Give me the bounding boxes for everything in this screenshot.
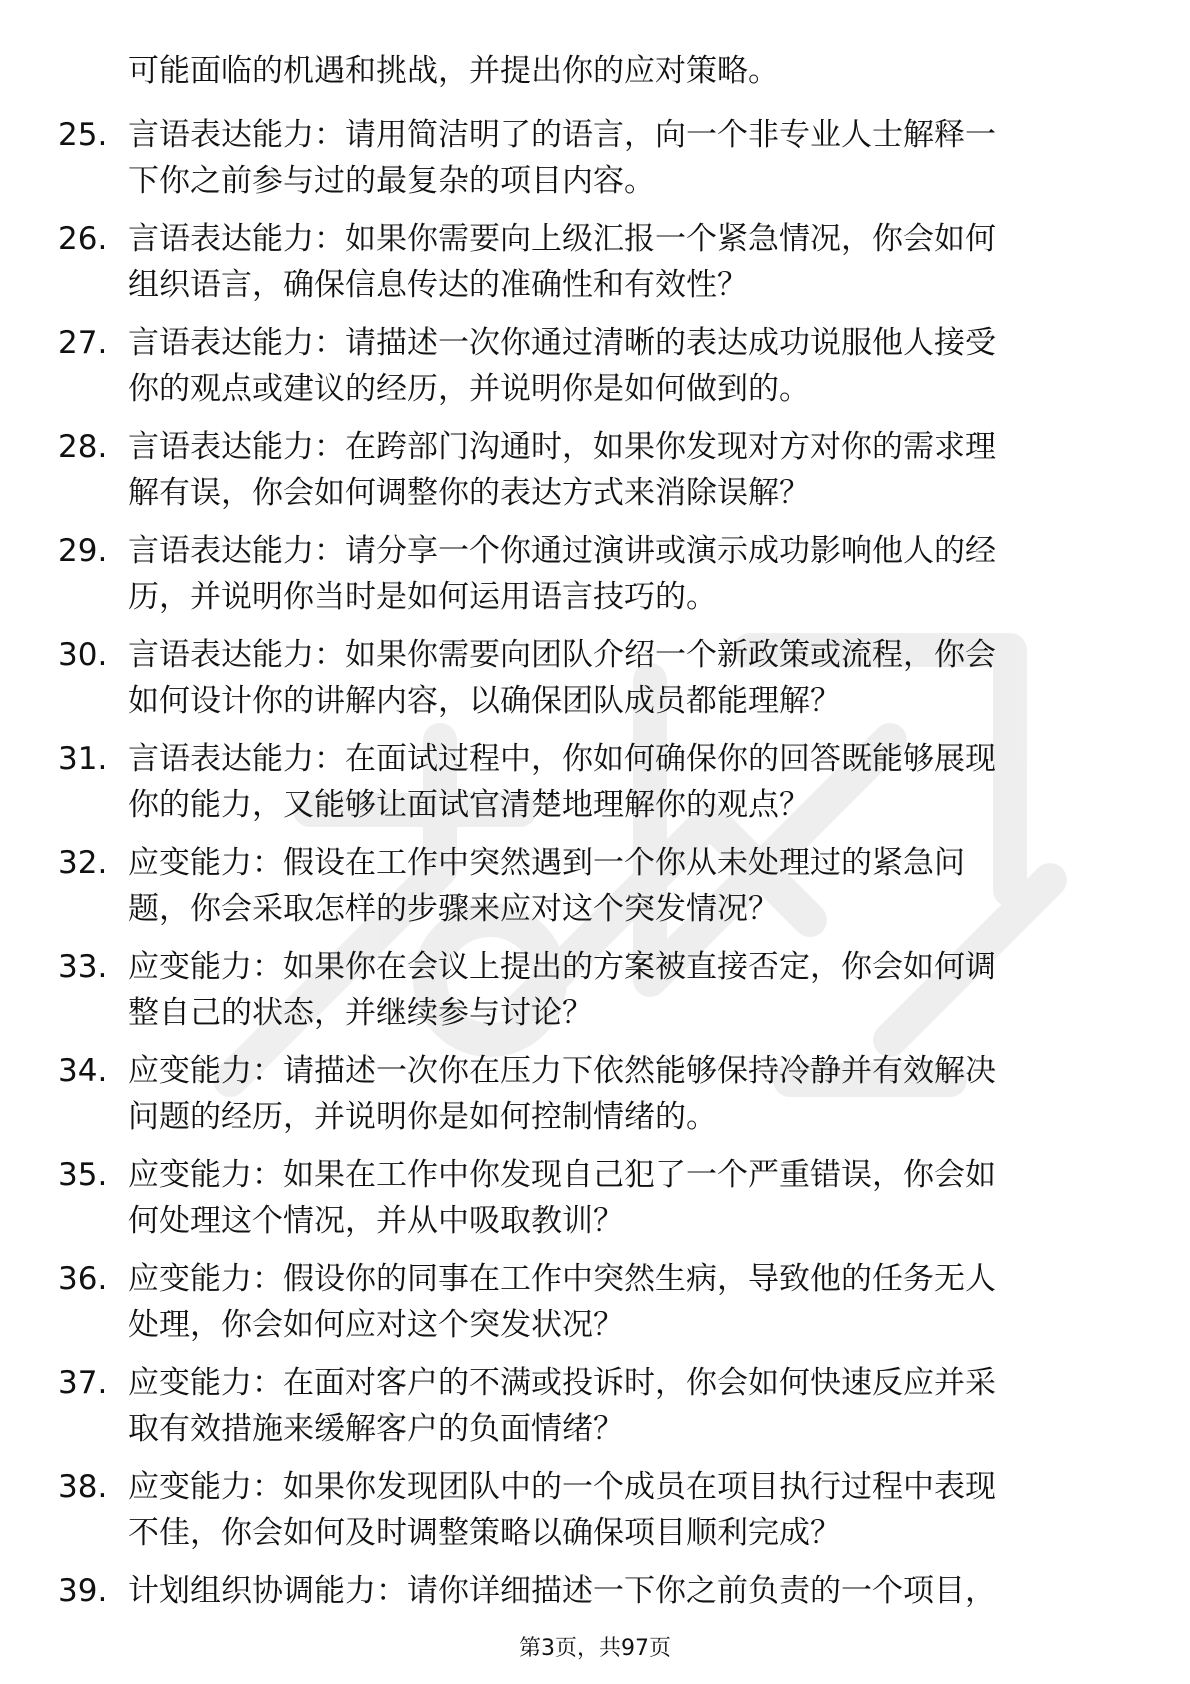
question-text — [128, 1464, 1138, 1556]
question-line: 何处理这个情况，并从中吸取教训？ — [128, 1203, 624, 1239]
question-item — [0, 1256, 1190, 1348]
question-text — [128, 1360, 1138, 1452]
question-line: 取有效措施来缓解客户的负面情绪？ — [128, 1411, 624, 1447]
question-number: 35. — [58, 1157, 108, 1193]
question-item — [0, 1360, 1190, 1452]
question-number: 30. — [58, 637, 108, 673]
question-text — [128, 1152, 1138, 1244]
question-text — [128, 1568, 1138, 1614]
question-line: 应变能力：请描述一次你在压力下依然能够保持冷静并有效解决 — [128, 1053, 996, 1089]
question-item — [0, 1152, 1190, 1244]
question-item — [0, 736, 1190, 828]
question-line: 处理，你会如何应对这个突发状况？ — [128, 1307, 624, 1343]
continuation-line: 可能面临的机遇和挑战，并提出你的应对策略。 — [128, 53, 779, 89]
question-line: 题，你会采取怎样的步骤来应对这个突发情况？ — [128, 891, 779, 927]
question-text — [128, 736, 1138, 828]
question-line: 如何设计你的讲解内容，以确保团队成员都能理解？ — [128, 683, 841, 719]
question-number: 31. — [58, 741, 108, 777]
question-item — [0, 632, 1190, 724]
question-line: 计划组织协调能力：请你详细描述一下你之前负责的一个项目， — [128, 1573, 996, 1609]
question-text — [128, 840, 1138, 932]
question-item — [0, 528, 1190, 620]
question-text — [128, 320, 1138, 412]
question-number: 28. — [58, 429, 108, 465]
question-line: 应变能力：如果你发现团队中的一个成员在项目执行过程中表现 — [128, 1469, 996, 1505]
question-item — [0, 112, 1190, 204]
question-number: 32. — [58, 845, 108, 881]
question-number: 26. — [58, 221, 108, 257]
question-line: 应变能力：如果你在会议上提出的方案被直接否定，你会如何调 — [128, 949, 996, 985]
question-number: 29. — [58, 533, 108, 569]
question-number: 39. — [58, 1573, 108, 1609]
question-line: 言语表达能力：在面试过程中，你如何确保你的回答既能够展现 — [128, 741, 996, 777]
question-line: 下你之前参与过的最复杂的项目内容。 — [128, 163, 655, 199]
question-line: 应变能力：如果在工作中你发现自己犯了一个严重错误，你会如 — [128, 1157, 996, 1193]
question-text — [128, 216, 1138, 308]
question-line: 不佳，你会如何及时调整策略以确保项目顺利完成？ — [128, 1515, 841, 1551]
question-text — [128, 944, 1138, 1036]
question-item — [0, 1464, 1190, 1556]
question-number: 25. — [58, 117, 108, 153]
page-footer: 第3页，共97页 — [519, 1636, 671, 1661]
question-list — [0, 112, 1190, 1672]
question-number: 34. — [58, 1053, 108, 1089]
question-number: 38. — [58, 1469, 108, 1505]
question-line: 言语表达能力：请描述一次你通过清晰的表达成功说服他人接受 — [128, 325, 996, 361]
question-line: 整自己的状态，并继续参与讨论？ — [128, 995, 593, 1031]
question-line: 解有误，你会如何调整你的表达方式来消除误解？ — [128, 475, 810, 511]
question-number: 36. — [58, 1261, 108, 1297]
question-line: 应变能力：假设在工作中突然遇到一个你从未处理过的紧急问 — [128, 845, 965, 881]
question-text — [128, 424, 1138, 516]
question-item — [0, 944, 1190, 1036]
question-text — [128, 528, 1138, 620]
question-text — [128, 632, 1138, 724]
question-text — [128, 1256, 1138, 1348]
question-number: 27. — [58, 325, 108, 361]
question-number: 37. — [58, 1365, 108, 1401]
question-line: 应变能力：在面对客户的不满或投诉时，你会如何快速反应并采 — [128, 1365, 996, 1401]
question-item — [0, 1048, 1190, 1140]
question-line: 言语表达能力：在跨部门沟通时，如果你发现对方对你的需求理 — [128, 429, 996, 465]
question-line: 言语表达能力：如果你需要向团队介绍一个新政策或流程，你会 — [128, 637, 996, 673]
question-text — [128, 1048, 1138, 1140]
question-line: 你的观点或建议的经历，并说明你是如何做到的。 — [128, 371, 810, 407]
question-line: 问题的经历，并说明你是如何控制情绪的。 — [128, 1099, 717, 1135]
question-line: 历，并说明你当时是如何运用语言技巧的。 — [128, 579, 717, 615]
question-line: 应变能力：假设你的同事在工作中突然生病，导致他的任务无人 — [128, 1261, 996, 1297]
question-item — [0, 840, 1190, 932]
question-line: 言语表达能力：如果你需要向上级汇报一个紧急情况，你会如何 — [128, 221, 996, 257]
question-item — [0, 320, 1190, 412]
question-number: 33. — [58, 949, 108, 985]
question-line: 言语表达能力：请用简洁明了的语言，向一个非专业人士解释一 — [128, 117, 996, 153]
question-item — [0, 424, 1190, 516]
question-text — [128, 112, 1138, 204]
question-item — [0, 216, 1190, 308]
question-line: 言语表达能力：请分享一个你通过演讲或演示成功影响他人的经 — [128, 533, 996, 569]
question-line: 组织语言，确保信息传达的准确性和有效性？ — [128, 267, 748, 303]
question-line: 你的能力，又能够让面试官清楚地理解你的观点？ — [128, 787, 810, 823]
